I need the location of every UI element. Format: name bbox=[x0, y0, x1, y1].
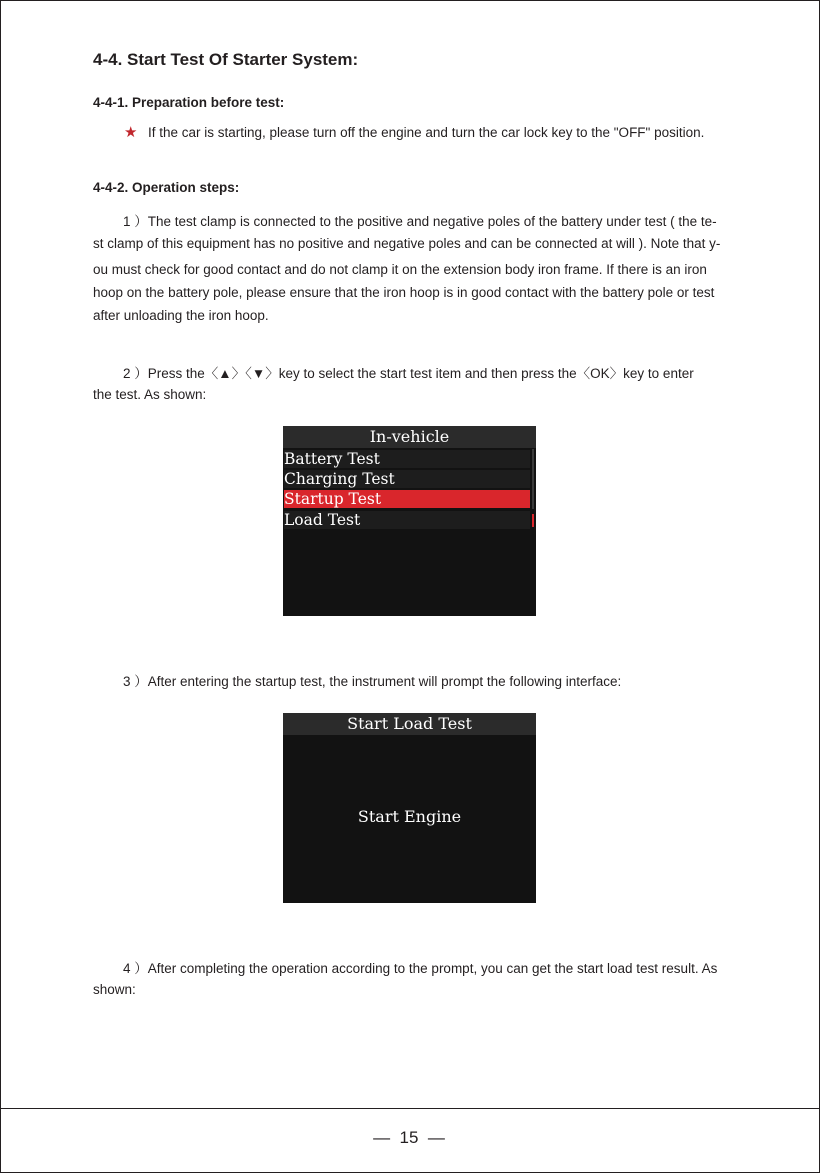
operation-steps-heading: 4-4-2. Operation steps: bbox=[93, 180, 240, 195]
step4-line-1: 4 ）After completing the operation according to the prompt, you can get the start load test result. As bbox=[123, 961, 718, 976]
step2-line-2: the test. As shown: bbox=[93, 387, 207, 402]
device-screen-menu bbox=[283, 426, 536, 616]
footer-divider bbox=[1, 1108, 819, 1109]
menu-item-load-test[interactable]: Load Test bbox=[284, 511, 530, 529]
step1-line-1: 1 ）The test clamp is connected to the positive and negative poles of the battery under test ( the te- bbox=[123, 214, 717, 229]
menu-item-startup-test[interactable]: Startup Test bbox=[284, 490, 530, 508]
scrollbar-track[interactable] bbox=[532, 449, 534, 509]
step2-line-1: 2 ）Press the〈▲〉〈▼〉key to select the start test item and then press the〈OK〉key to enter bbox=[123, 366, 694, 381]
step3-text: 3 ）After entering the startup test, the instrument will prompt the following interface: bbox=[123, 674, 622, 689]
scrollbar-thumb[interactable] bbox=[532, 514, 534, 527]
section-heading: 4-4. Start Test Of Starter System: bbox=[93, 50, 359, 69]
step1-line-5: after unloading the iron hoop. bbox=[93, 308, 269, 323]
preparation-heading: 4-4-1. Preparation before test: bbox=[93, 95, 285, 110]
step1-line-3: ou must check for good contact and do not clamp it on the extension body iron frame. If there is an iron bbox=[93, 262, 707, 277]
screen-message: Start Engine bbox=[357, 807, 462, 826]
menu-item-battery-test[interactable]: Battery Test bbox=[284, 450, 530, 468]
preparation-text: If the car is starting, please turn off the engine and turn the car lock key to the "OFF" position. bbox=[148, 125, 705, 140]
screen-title: Start Load Test bbox=[283, 713, 536, 735]
menu-item-charging-test[interactable]: Charging Test bbox=[284, 470, 530, 488]
page-number: — 15 — bbox=[373, 1128, 445, 1147]
device-screen-start-load bbox=[283, 713, 536, 903]
step1-line-2: st clamp of this equipment has no positive and negative poles and can be connected at will ). Note that y- bbox=[93, 236, 721, 251]
screen-title: In-vehicle bbox=[283, 426, 536, 448]
step4-line-2: shown: bbox=[93, 982, 136, 997]
star-icon: ★ bbox=[124, 124, 138, 141]
step1-line-4: hoop on the battery pole, please ensure that the iron hoop is in good contact with the battery pole or test bbox=[93, 285, 715, 300]
